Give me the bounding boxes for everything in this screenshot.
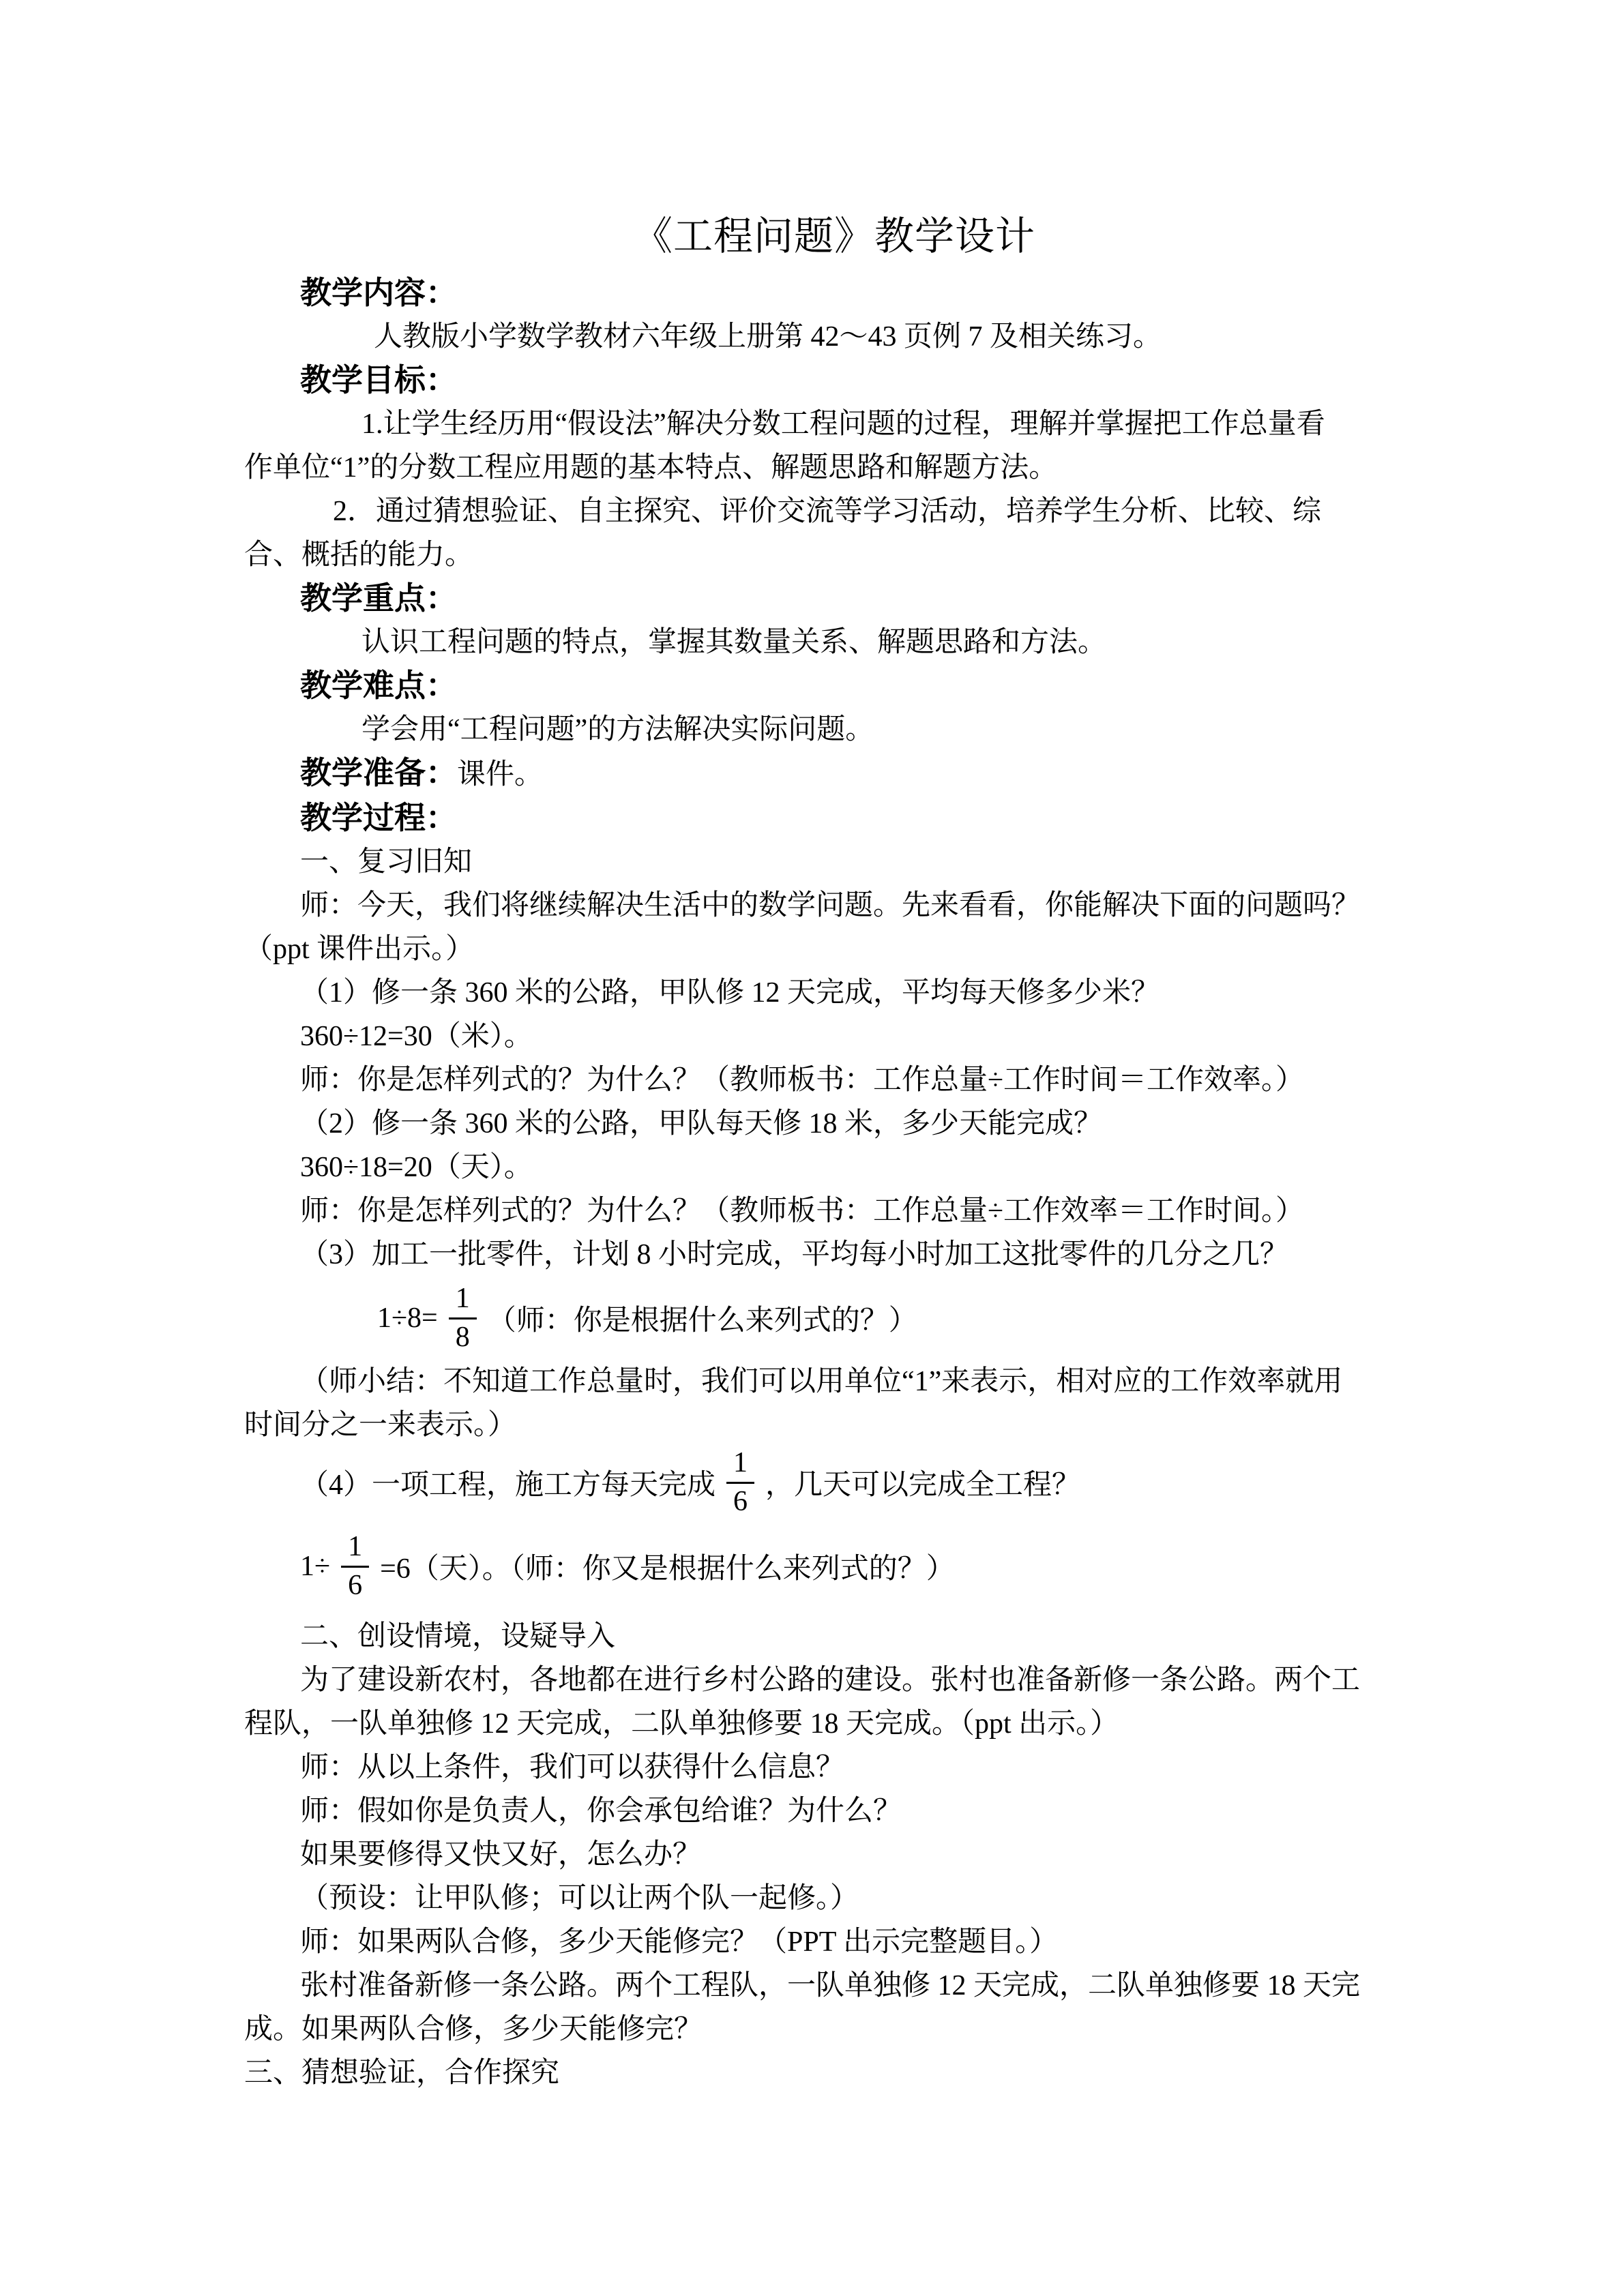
para-full-problem-a: 张村准备新修一条公路。两个工程队，一队单独修 12 天完成，二队单独修要 18 天完	[300, 1970, 1361, 2001]
para-goal-1-b: 作单位“1”的分数工程应用题的基本特点、解题思路和解题方法。	[244, 452, 1058, 483]
equation-prefix: 1÷	[300, 1551, 331, 1582]
fraction-numerator: 1	[733, 1447, 748, 1479]
equation-suffix: （师：你是根据什么来列式的？）	[487, 1305, 917, 1337]
para-teacher-summary-a: （师小结：不知道工作总量时，我们可以用单位“1”来表示，相对应的工作效率就用	[300, 1366, 1343, 1397]
heading-teaching-content: 教学内容：	[300, 275, 457, 310]
heading-teaching-goals: 教学目标：	[300, 363, 457, 398]
doc-title: 《工程问题》教学设计	[632, 214, 1035, 258]
para-focus: 认识工程问题的特点，掌握其数量关系、解题思路和方法。	[361, 627, 1107, 658]
para-prep-value: 课件。	[457, 759, 544, 790]
para-teacher-summary-b: 时间分之一来表示。）	[244, 1410, 517, 1441]
equation-one-div-one-sixth	[244, 1518, 1424, 1615]
fraction-denominator: 8	[449, 1317, 477, 1354]
fraction-denominator: 6	[341, 1566, 369, 1602]
para-scenario-b: 程队，一队单独修 12 天完成，二队单独修要 18 天完成。（ppt 出示。）	[244, 1708, 1119, 1740]
equation-prefix: 1÷8=	[377, 1302, 438, 1334]
para-problem-2: （2）修一条 360 米的公路，甲队每天修 18 米，多少天能完成？	[300, 1108, 1103, 1139]
heading-teaching-process: 教学过程：	[300, 801, 457, 835]
equation-suffix: =6（天）。（师：你又是根据什么来列式的？）	[380, 1553, 955, 1585]
fraction-one-sixth	[726, 1447, 754, 1517]
para-teacher-q-info: 师：从以上条件，我们可以获得什么信息？	[300, 1752, 845, 1783]
para-goal-1-a: 1.让学生经历用“假设法”解决分数工程问题的过程，理解并掌握把工作总量看	[361, 408, 1325, 440]
heading-teaching-difficulty: 教学难点：	[300, 668, 457, 703]
para-solution-2: 360÷18=20（天）。	[300, 1152, 533, 1183]
para-q-fast-good: 如果要修得又快又好，怎么办？	[300, 1839, 702, 1870]
fraction-numerator: 1	[455, 1283, 470, 1315]
problem-4-suffix: ，几天可以完成全工程？	[765, 1470, 1081, 1501]
para-scenario-a: 为了建设新农村，各地都在进行乡村公路的建设。张村也准备新修一条公路。两个工	[300, 1665, 1361, 1696]
para-section-3-explore: 三、猜想验证，合作探究	[244, 2057, 560, 2089]
para-teacher-intro-a: 师：今天，我们将继续解决生活中的数学问题。先来看看，你能解决下面的问题吗？	[300, 890, 1361, 921]
para-teacher-q-contract: 师：假如你是负责人，你会承包给谁？为什么？	[300, 1795, 902, 1827]
para-teacher-intro-b: （ppt 课件出示。）	[244, 934, 475, 965]
para-textbook-reference: 人教版小学数学教材六年级上册第 42～43 页例 7 及相关练习。	[374, 321, 1162, 353]
fraction-numerator: 1	[348, 1531, 363, 1563]
para-solution-1: 360÷12=30（米）。	[300, 1021, 533, 1052]
para-goal-2-a: 2．通过猜想验证、自主探究、评价交流等学习活动，培养学生分析、比较、综	[333, 496, 1322, 527]
para-teacher-q-together: 师：如果两队合修，多少天能修完？（PPT 出示完整题目。）	[300, 1926, 1059, 1958]
fraction-one-eighth	[449, 1283, 477, 1353]
heading-teaching-prep: 教学准备：	[300, 756, 457, 790]
equation-one-div-eight	[244, 1277, 1424, 1360]
para-preset-answer: （预设：让甲队修；可以让两个队一起修。）	[300, 1883, 859, 1914]
para-section-1-review: 一、复习旧知	[300, 846, 473, 878]
para-full-problem-b: 成。如果两队合修，多少天能修完？	[244, 2014, 703, 2045]
para-problem-4	[244, 1447, 1424, 1518]
para-problem-3: （3）加工一批零件，计划 8 小时完成，平均每小时加工这批零件的几分之几？	[300, 1239, 1289, 1270]
para-problem-1: （1）修一条 360 米的公路，甲队修 12 天完成，平均每天修多少米？	[300, 977, 1160, 1009]
fraction-denominator: 6	[726, 1482, 754, 1518]
para-goal-2-b: 合、概括的能力。	[244, 539, 474, 571]
problem-4-prefix: （4）一项工程，施工方每天完成	[300, 1470, 716, 1501]
para-difficulty: 学会用“工程问题”的方法解决实际问题。	[361, 714, 874, 745]
document-content	[244, 211, 1424, 2095]
para-teacher-q1: 师：你是怎样列式的？为什么？（教师板书：工作总量÷工作时间＝工作效率。）	[300, 1064, 1305, 1096]
para-section-2-intro: 二、创设情境，设疑导入	[300, 1621, 616, 1652]
heading-teaching-focus: 教学重点：	[300, 581, 457, 616]
fraction-one-sixth	[341, 1531, 369, 1601]
para-teacher-q2: 师：你是怎样列式的？为什么？（教师板书：工作总量÷工作效率＝工作时间。）	[300, 1195, 1305, 1227]
line-teaching-prep	[244, 751, 1424, 796]
